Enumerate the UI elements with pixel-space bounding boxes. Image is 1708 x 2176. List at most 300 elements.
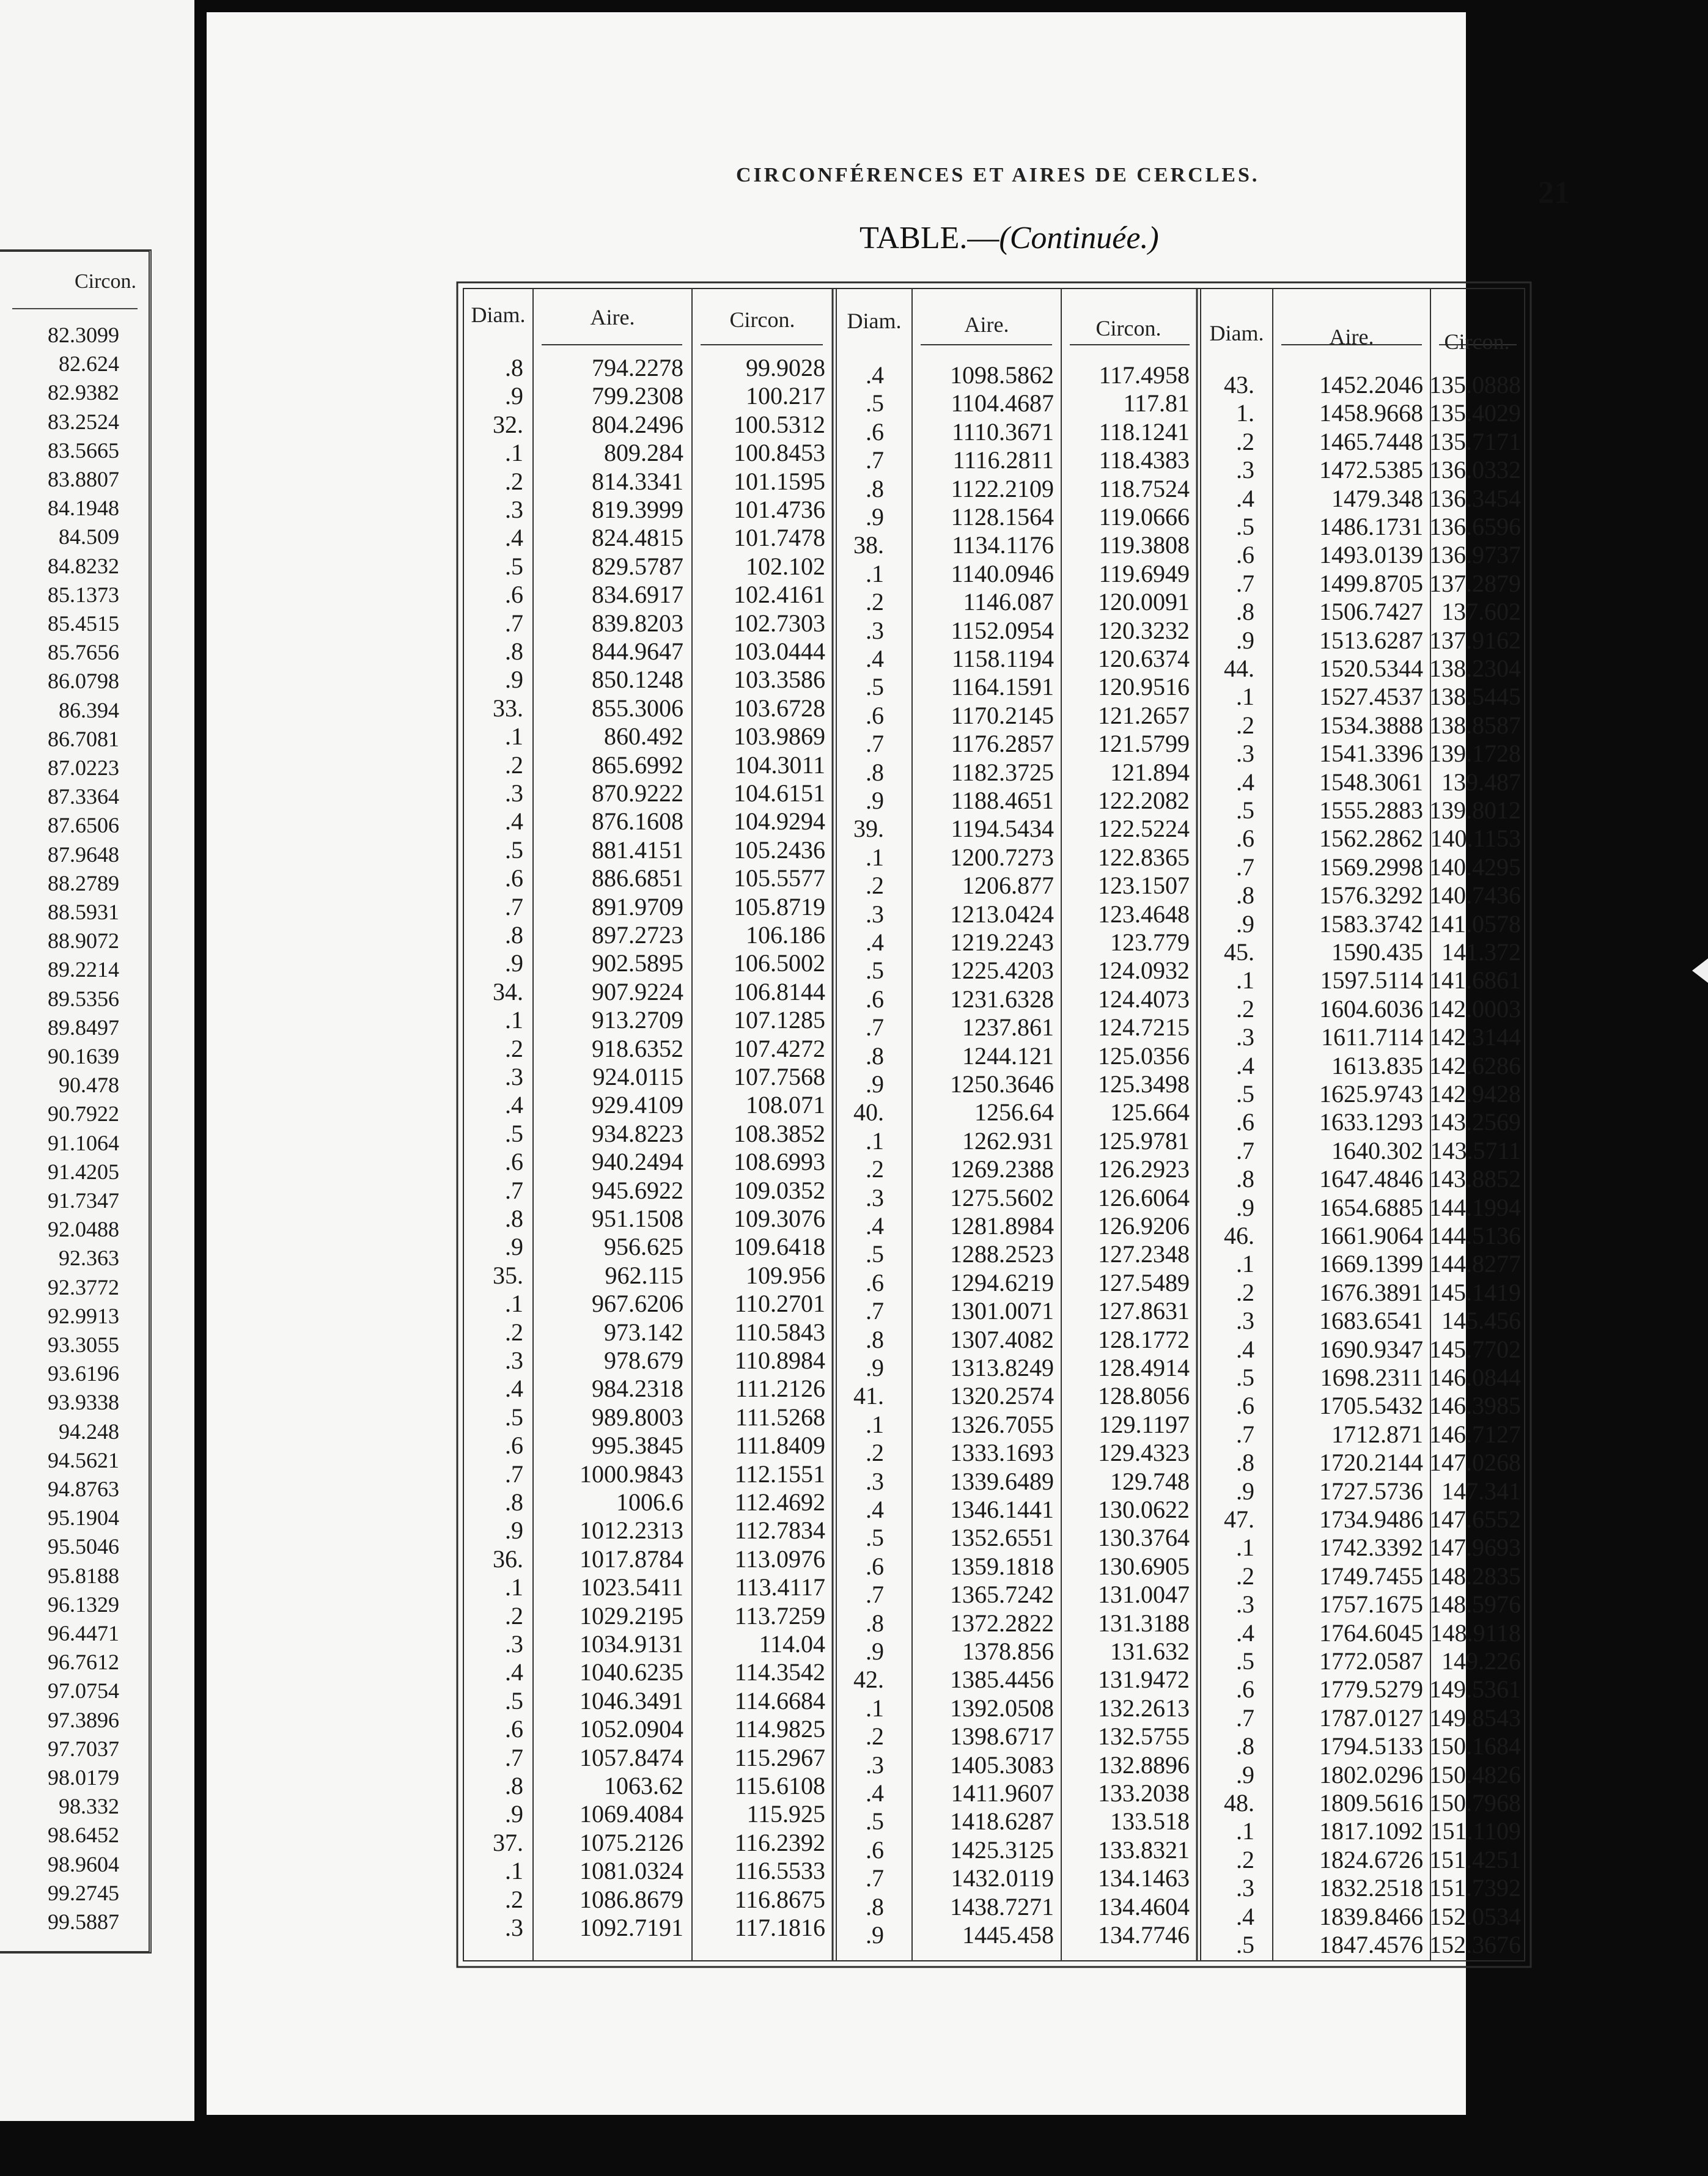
cell-circon: 115.6108	[734, 1772, 825, 1799]
cell-aire: 1110.3671	[951, 417, 1054, 446]
left-cell-circon: 86.7081	[48, 726, 119, 751]
cell-aire: 1301.0071	[950, 1297, 1054, 1325]
cell-circon: 126.2923	[1098, 1155, 1190, 1183]
cell-circon: 142.6286	[1429, 1051, 1521, 1079]
left-cell-circon: 93.9338	[48, 1390, 119, 1415]
cell-aire: 844.9647	[592, 638, 683, 665]
cell-diam: .3	[1236, 1874, 1254, 1902]
cell-aire: 1847.4576	[1319, 1931, 1423, 1958]
left-cell-circon: 94.248	[59, 1419, 119, 1444]
cell-aire: 918.6352	[592, 1034, 683, 1062]
cell-aire: 978.679	[604, 1347, 683, 1374]
cell-aire: 1527.4537	[1319, 683, 1423, 711]
cell-diam: .5	[505, 836, 523, 864]
cell-circon: 141.372	[1441, 938, 1521, 966]
cell-aire: 1541.3396	[1319, 740, 1423, 768]
cell-aire: 1794.5133	[1319, 1732, 1423, 1760]
cell-diam: .4	[1236, 1619, 1254, 1647]
header-circon-1: Circon.	[729, 307, 795, 332]
cell-diam: .7	[505, 1176, 523, 1204]
cell-circon: 120.0091	[1098, 588, 1190, 616]
cell-circon: 135.7171	[1429, 427, 1521, 455]
cell-circon: 147.0268	[1429, 1449, 1521, 1477]
cell-circon: 118.4383	[1099, 446, 1190, 474]
cell-diam: 45.	[1224, 938, 1254, 966]
cell-aire: 1359.1818	[950, 1552, 1054, 1580]
cell-circon: 100.8453	[734, 439, 825, 467]
left-header: Circon.	[74, 270, 136, 293]
cell-aire: 1194.5434	[951, 815, 1054, 843]
cell-aire: 1757.1675	[1319, 1590, 1423, 1619]
cell-circon: 138.2304	[1429, 655, 1521, 682]
cell-diam: 46.	[1224, 1222, 1254, 1249]
left-cell-circon: 94.8763	[48, 1477, 119, 1501]
cell-aire: 1418.6287	[950, 1807, 1054, 1836]
cell-diam: .7	[866, 446, 884, 474]
cell-diam: 42.	[853, 1666, 884, 1694]
left-cell-circon: 91.7347	[48, 1188, 119, 1213]
cell-aire: 834.6917	[592, 581, 683, 609]
cell-circon: 107.4272	[734, 1034, 825, 1062]
cell-diam: .3	[866, 900, 884, 928]
left-cell-circon: 83.5665	[48, 438, 119, 463]
cell-diam: .4	[1236, 768, 1254, 796]
left-cell-circon: 83.8807	[48, 467, 119, 491]
cell-circon: 107.1285	[734, 1006, 825, 1034]
cell-aire: 1231.6328	[950, 985, 1054, 1013]
cell-circon: 144.5136	[1429, 1222, 1521, 1249]
cell-diam: .2	[866, 872, 884, 900]
cell-circon: 143.2569	[1429, 1108, 1521, 1136]
cell-aire: 1749.7455	[1319, 1562, 1423, 1590]
cell-diam: 34.	[493, 977, 523, 1005]
cell-circon: 103.3586	[734, 666, 825, 694]
cell-circon: 118.1241	[1099, 417, 1190, 446]
cell-circon: 130.3764	[1098, 1524, 1190, 1552]
cell-diam: .9	[505, 666, 523, 694]
cell-aire: 1281.8984	[950, 1212, 1054, 1240]
cell-diam: .7	[1236, 1704, 1254, 1732]
cell-aire: 1326.7055	[950, 1410, 1054, 1438]
cell-diam: .6	[1236, 1675, 1254, 1704]
cell-circon: 113.4117	[735, 1573, 825, 1601]
cell-diam: .2	[1236, 1278, 1254, 1306]
running-head: CIRCONFÉRENCES ET AIRES DE CERCLES.	[736, 164, 1260, 186]
cell-aire: 1200.7273	[950, 843, 1054, 871]
cell-diam: .5	[505, 1119, 523, 1147]
cell-circon: 116.8675	[734, 1885, 825, 1913]
cell-aire: 799.2308	[592, 382, 683, 410]
cell-aire: 1339.6489	[950, 1467, 1054, 1495]
cell-aire: 1206.877	[962, 872, 1054, 900]
cell-aire: 824.4815	[592, 524, 683, 552]
cell-circon: 102.7303	[734, 609, 825, 637]
left-cell-circon: 87.9648	[48, 842, 119, 867]
left-cell-circon: 89.2214	[48, 957, 119, 982]
cell-circon: 105.2436	[734, 836, 825, 864]
cell-circon: 106.186	[746, 921, 825, 949]
cell-diam: .5	[505, 1403, 523, 1431]
cell-diam: .1	[505, 722, 523, 751]
cell-circon: 120.6374	[1098, 645, 1190, 672]
cell-diam: 43.	[1224, 371, 1254, 399]
left-cell-circon: 90.1639	[48, 1044, 119, 1068]
cell-circon: 151.1109	[1430, 1817, 1521, 1845]
cell-circon: 129.4323	[1098, 1439, 1190, 1467]
cell-aire: 1452.2046	[1319, 371, 1423, 399]
cell-diam: .5	[1236, 1647, 1254, 1675]
cell-circon: 109.3076	[734, 1205, 825, 1232]
cell-aire: 1604.6036	[1319, 994, 1423, 1023]
cell-diam: .5	[1236, 1080, 1254, 1108]
cell-diam: .2	[505, 1601, 523, 1630]
cell-diam: 47.	[1224, 1505, 1254, 1533]
left-cell-circon: 97.7037	[48, 1736, 119, 1761]
cell-aire: 1040.6235	[580, 1658, 683, 1686]
cell-diam: .8	[505, 1205, 523, 1232]
cell-aire: 860.492	[604, 722, 683, 751]
cell-diam: .2	[1236, 1845, 1254, 1873]
cell-aire: 929.4109	[592, 1091, 683, 1119]
cell-circon: 141.0578	[1429, 910, 1521, 938]
cell-aire: 1486.1731	[1319, 513, 1423, 540]
cell-circon: 115.2967	[734, 1743, 825, 1771]
cell-diam: .2	[866, 1155, 884, 1183]
cell-aire: 1104.4687	[951, 389, 1054, 417]
cell-circon: 115.925	[746, 1800, 825, 1828]
header-diam-1: Diam.	[471, 303, 526, 327]
cell-circon: 144.8277	[1429, 1250, 1521, 1278]
cell-circon: 117.1816	[734, 1914, 825, 1941]
cell-aire: 804.2496	[592, 410, 683, 438]
cell-aire: 940.2494	[592, 1148, 683, 1176]
cell-aire: 1625.9743	[1319, 1080, 1423, 1108]
cell-aire: 1352.6551	[950, 1524, 1054, 1552]
cell-circon: 129.1197	[1099, 1410, 1190, 1438]
cell-diam: .9	[505, 1800, 523, 1828]
cell-aire: 1081.0324	[580, 1857, 683, 1885]
cell-circon: 109.6418	[734, 1233, 825, 1261]
cell-diam: .4	[866, 1496, 884, 1523]
cell-aire: 1683.6541	[1319, 1307, 1423, 1335]
cell-diam: .5	[866, 673, 884, 701]
cell-diam: .2	[1236, 427, 1254, 455]
cell-aire: 924.0115	[592, 1063, 683, 1090]
left-cell-circon: 82.624	[59, 351, 119, 377]
cell-aire: 1432.0119	[951, 1864, 1054, 1892]
cell-diam: .1	[866, 559, 884, 587]
cell-circon: 105.8719	[734, 892, 825, 921]
cell-aire: 1734.9486	[1319, 1505, 1423, 1533]
cell-circon: 131.0047	[1098, 1581, 1190, 1609]
left-cell-circon: 93.6196	[48, 1361, 119, 1386]
cell-aire: 1250.3646	[950, 1070, 1054, 1098]
cell-aire: 1611.7114	[1320, 1023, 1423, 1051]
cell-aire: 1698.2311	[1320, 1364, 1423, 1391]
left-cell-circon: 96.7612	[48, 1650, 119, 1675]
cell-circon: 128.8056	[1098, 1382, 1190, 1410]
cell-diam: .3	[505, 779, 523, 807]
cell-diam: .5	[866, 1524, 884, 1552]
cell-diam: .3	[866, 1751, 884, 1779]
cell-aire: 1176.2857	[951, 730, 1054, 758]
cell-diam: .2	[866, 1439, 884, 1467]
cell-diam: .3	[505, 1347, 523, 1374]
cell-aire: 819.3999	[592, 496, 683, 523]
cell-aire: 1029.2195	[580, 1601, 683, 1630]
cell-aire: 1809.5616	[1319, 1789, 1423, 1817]
left-cell-circon: 98.0179	[48, 1765, 119, 1790]
cell-aire: 1712.871	[1331, 1420, 1423, 1448]
cell-aire: 876.1608	[592, 807, 683, 836]
cell-aire: 809.284	[604, 439, 683, 467]
cell-aire: 1244.121	[962, 1042, 1054, 1070]
cell-circon: 112.7834	[734, 1516, 825, 1545]
cell-aire: 1802.0296	[1319, 1760, 1423, 1788]
cell-aire: 1012.2313	[580, 1516, 683, 1545]
cell-diam: .8	[1236, 1732, 1254, 1760]
cell-circon: 102.4161	[734, 581, 825, 609]
cell-diam: .5	[866, 1807, 884, 1836]
cell-circon: 147.341	[1441, 1477, 1521, 1505]
left-cell-circon: 87.6506	[48, 813, 119, 838]
cell-circon: 103.9869	[734, 722, 825, 751]
cell-diam: .6	[505, 1148, 523, 1176]
cell-circon: 119.3808	[1099, 531, 1190, 559]
cell-circon: 132.2613	[1098, 1694, 1190, 1722]
cell-circon: 125.664	[1110, 1098, 1190, 1127]
cell-diam: .6	[866, 1268, 884, 1296]
cell-diam: .8	[505, 1772, 523, 1799]
cell-circon: 119.6949	[1099, 559, 1190, 587]
left-cell-circon: 90.478	[59, 1073, 119, 1098]
cell-diam: .7	[866, 1864, 884, 1892]
cell-circon: 111.2126	[735, 1375, 825, 1403]
left-cell-circon: 95.8188	[48, 1563, 119, 1588]
cell-diam: .7	[505, 892, 523, 921]
cell-aire: 1288.2523	[950, 1240, 1054, 1268]
cell-aire: 1479.348	[1331, 484, 1423, 512]
left-table	[0, 249, 152, 1954]
cell-circon: 121.2657	[1098, 701, 1190, 729]
cell-diam: .7	[505, 1743, 523, 1771]
cell-diam: .4	[505, 1091, 523, 1119]
cell-diam: 37.	[493, 1828, 523, 1856]
cell-circon: 117.4958	[1099, 361, 1190, 389]
cell-aire: 1576.3292	[1319, 881, 1423, 910]
cell-circon: 135.0888	[1429, 371, 1521, 399]
cell-aire: 1647.4846	[1319, 1165, 1423, 1193]
cell-aire: 1046.3491	[580, 1686, 683, 1715]
cell-aire: 870.9222	[592, 779, 683, 807]
cell-diam: .9	[1236, 626, 1254, 654]
cell-aire: 1720.2144	[1319, 1449, 1423, 1477]
cell-diam: .7	[866, 1013, 884, 1042]
cell-diam: 33.	[493, 694, 523, 722]
cell-diam: .8	[505, 1488, 523, 1516]
cell-aire: 1513.6287	[1319, 626, 1423, 654]
cell-aire: 855.3006	[592, 694, 683, 722]
cell-diam: .4	[866, 361, 884, 389]
cell-diam: .3	[505, 1914, 523, 1941]
cell-diam: .7	[866, 1581, 884, 1609]
cell-aire: 951.1508	[592, 1205, 683, 1232]
cell-diam: .4	[505, 1375, 523, 1403]
cell-aire: 1152.0954	[951, 616, 1054, 644]
cell-aire: 956.625	[604, 1233, 683, 1261]
cell-circon: 137.2879	[1429, 569, 1521, 597]
cell-circon: 100.5312	[734, 410, 825, 438]
cell-circon: 113.0976	[734, 1545, 825, 1573]
cell-diam: .1	[505, 1857, 523, 1885]
cell-aire: 1023.5411	[580, 1573, 683, 1601]
cell-diam: .5	[505, 552, 523, 580]
cell-diam: 1.	[1236, 399, 1254, 427]
cell-circon: 149.8543	[1429, 1704, 1521, 1732]
cell-circon: 100.217	[746, 382, 825, 410]
cell-aire: 1182.3725	[951, 758, 1054, 786]
cell-diam: .4	[1236, 1051, 1254, 1079]
cell-circon: 150.1684	[1429, 1732, 1521, 1760]
cell-diam: .7	[1236, 1136, 1254, 1164]
cell-diam: .3	[505, 496, 523, 523]
cell-aire: 1213.0424	[950, 900, 1054, 928]
cell-aire: 1275.5602	[950, 1183, 1054, 1211]
cell-circon: 122.8365	[1098, 843, 1190, 871]
cell-diam: 39.	[853, 815, 884, 843]
cell-aire: 850.1248	[592, 666, 683, 694]
left-cell-circon: 91.1064	[48, 1130, 119, 1155]
left-cell-circon: 90.7922	[48, 1101, 119, 1127]
cell-diam: .8	[1236, 1449, 1254, 1477]
cell-diam: .6	[866, 1836, 884, 1864]
cell-aire: 1086.8679	[580, 1885, 683, 1913]
cell-diam: .1	[866, 1694, 884, 1722]
cell-aire: 1569.2998	[1319, 853, 1423, 881]
cell-aire: 1438.7271	[950, 1892, 1054, 1921]
cell-circon: 150.7968	[1429, 1789, 1521, 1817]
cell-circon: 104.9294	[734, 807, 825, 836]
cell-circon: 150.4826	[1429, 1760, 1521, 1788]
cell-circon: 104.6151	[734, 779, 825, 807]
cell-circon: 127.5489	[1098, 1268, 1190, 1296]
cell-diam: .5	[505, 1686, 523, 1715]
cell-circon: 125.3498	[1098, 1070, 1190, 1098]
cell-aire: 1555.2883	[1319, 796, 1423, 824]
cell-diam: .2	[1236, 994, 1254, 1023]
cell-diam: .3	[505, 1063, 523, 1090]
cell-aire: 1116.2811	[952, 446, 1054, 474]
cell-circon: 114.9825	[734, 1715, 825, 1743]
cell-aire: 897.2723	[592, 921, 683, 949]
left-cell-circon: 88.9072	[48, 928, 119, 954]
cell-aire: 1294.6219	[950, 1268, 1054, 1296]
cell-circon: 124.4073	[1098, 985, 1190, 1013]
cell-aire: 1727.5736	[1319, 1477, 1423, 1505]
cell-aire: 839.8203	[592, 609, 683, 637]
cell-diam: .2	[505, 467, 523, 495]
cell-diam: 40.	[853, 1098, 884, 1127]
header-diam-3: Diam.	[1209, 321, 1264, 345]
left-cell-circon: 97.3896	[48, 1707, 119, 1732]
cell-diam: .3	[866, 1183, 884, 1211]
header-circon-3: Circon.	[1444, 329, 1510, 354]
cell-diam: .4	[866, 928, 884, 956]
cell-circon: 134.7746	[1098, 1921, 1190, 1949]
cell-diam: .3	[1236, 1307, 1254, 1335]
cell-diam: .1	[1236, 683, 1254, 711]
header-aire-1: Aire.	[590, 305, 635, 329]
cell-circon: 146.3985	[1429, 1392, 1521, 1420]
cell-diam: .9	[866, 1921, 884, 1949]
cell-circon: 130.6905	[1098, 1552, 1190, 1580]
left-cell-circon: 85.7656	[48, 640, 119, 665]
cell-diam: .2	[505, 1885, 523, 1913]
cell-aire: 1633.1293	[1319, 1108, 1423, 1136]
cell-aire: 1405.3083	[950, 1751, 1054, 1779]
cell-diam: .2	[1236, 1562, 1254, 1590]
cell-aire: 1069.4084	[580, 1800, 683, 1828]
left-cell-circon: 91.4205	[48, 1159, 119, 1184]
cell-circon: 129.748	[1110, 1467, 1190, 1495]
cell-diam: .6	[866, 985, 884, 1013]
cell-circon: 131.3188	[1098, 1609, 1190, 1637]
cell-diam: .4	[1236, 1335, 1254, 1363]
cell-diam: .3	[866, 1467, 884, 1495]
cell-circon: 134.4604	[1098, 1892, 1190, 1921]
cell-circon: 109.0352	[734, 1176, 825, 1204]
cell-circon: 114.3542	[734, 1658, 825, 1686]
cell-circon: 116.5533	[734, 1857, 825, 1885]
cell-aire: 1425.3125	[950, 1836, 1054, 1864]
cell-aire: 1307.4082	[950, 1325, 1054, 1353]
cell-diam: .4	[1236, 1902, 1254, 1930]
cell-aire: 1269.2388	[950, 1155, 1054, 1183]
cell-circon: 110.2701	[734, 1290, 825, 1318]
cell-aire: 1134.1176	[951, 531, 1054, 559]
cell-aire: 1583.3742	[1319, 910, 1423, 938]
cell-diam: .1	[866, 1410, 884, 1438]
cell-aire: 1742.3392	[1319, 1534, 1423, 1562]
cell-circon: 110.8984	[734, 1347, 825, 1374]
cell-aire: 1779.5279	[1319, 1675, 1423, 1704]
table-title-main: TABLE.—	[860, 221, 999, 255]
cell-aire: 902.5895	[592, 949, 683, 977]
cell-aire: 1705.5432	[1319, 1392, 1423, 1420]
cell-aire: 1158.1194	[951, 645, 1054, 672]
left-cell-circon: 96.1329	[48, 1592, 119, 1617]
cell-circon: 140.7436	[1429, 881, 1521, 910]
left-cell-circon: 89.8497	[48, 1015, 119, 1040]
cell-circon: 111.5268	[735, 1403, 825, 1431]
cell-circon: 106.8144	[734, 977, 825, 1005]
cell-circon: 137.9162	[1429, 626, 1521, 654]
cell-diam: .1	[505, 1573, 523, 1601]
left-cell-circon: 99.5887	[48, 1910, 119, 1934]
cell-aire: 886.6851	[592, 864, 683, 892]
cell-diam: .2	[505, 1318, 523, 1346]
header-aire-3: Aire.	[1329, 325, 1374, 349]
cell-circon: 130.0622	[1098, 1496, 1190, 1523]
cell-aire: 907.9224	[592, 977, 683, 1005]
header-diam-2: Diam.	[847, 309, 902, 333]
cell-aire: 973.142	[604, 1318, 683, 1346]
cell-aire: 1832.2518	[1319, 1874, 1423, 1902]
cell-diam: .6	[1236, 1108, 1254, 1136]
cell-circon: 101.1595	[734, 467, 825, 495]
cell-circon: 133.8321	[1098, 1836, 1190, 1864]
cell-circon: 123.1507	[1098, 872, 1190, 900]
